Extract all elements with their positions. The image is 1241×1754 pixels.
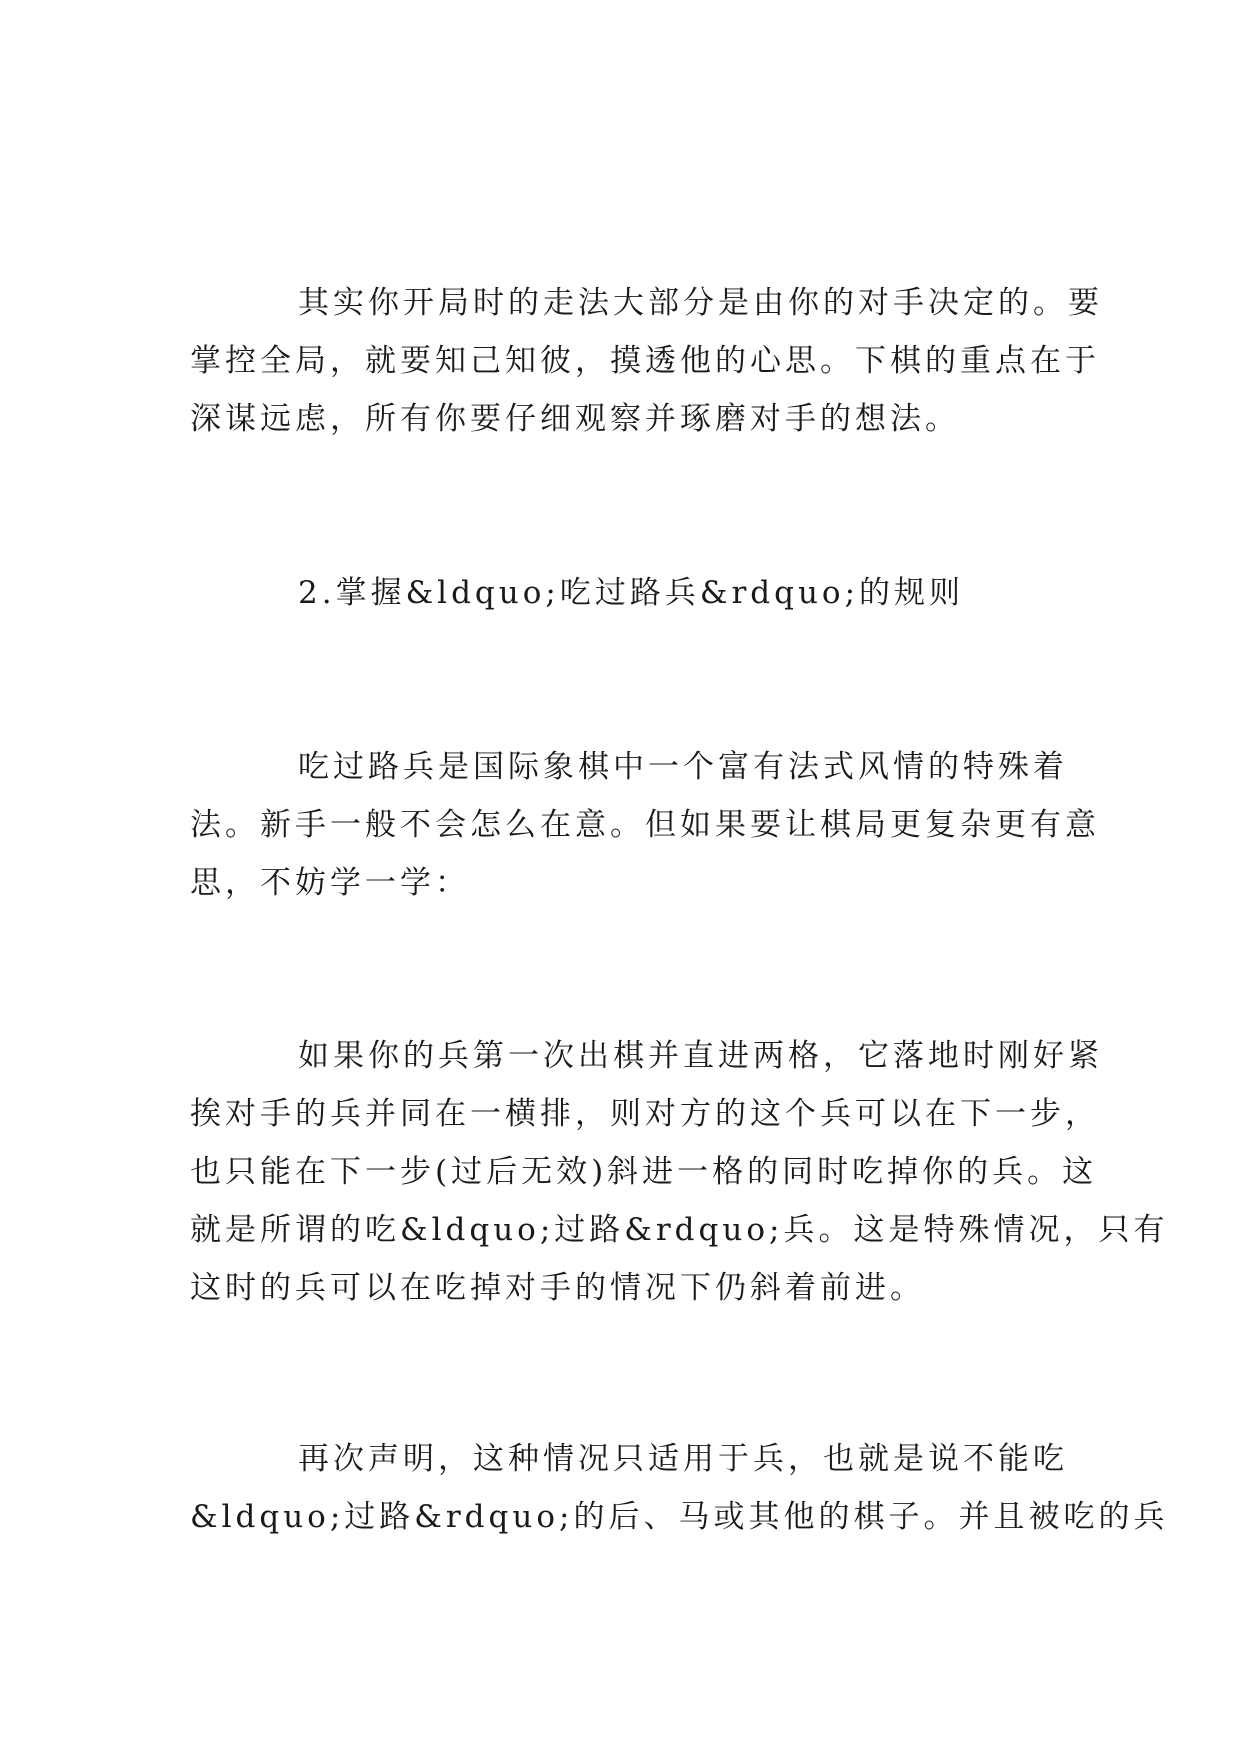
paragraph-line: 法。新手一般不会怎么在意。但如果要让棋局更复杂更有意	[190, 807, 1100, 843]
paragraph-line: &ldquo;过路&rdquo;的后、马或其他的棋子。并且被吃的兵	[190, 1499, 1169, 1535]
section-heading-en-passant	[190, 564, 1052, 622]
paragraph-line: 就是所谓的吃&ldquo;过路&rdquo;兵。这是特殊情况，只有	[190, 1212, 1169, 1248]
section-heading-text: 2.掌握&ldquo;吃过路兵&rdquo;的规则	[298, 575, 965, 611]
paragraph-line: 这时的兵可以在吃掉对手的情况下仍斜着前进。	[190, 1270, 925, 1306]
paragraph-line: 其实你开局时的走法大部分是由你的对手决定的。要	[298, 285, 1103, 321]
paragraph-opening-strategy	[190, 274, 1103, 448]
paragraph-line: 思，不妨学一学：	[190, 865, 470, 901]
paragraph-line: 再次声明，这种情况只适用于兵，也就是说不能吃	[298, 1441, 1068, 1477]
paragraph-en-passant-intro	[190, 738, 1100, 912]
paragraph-line: 如果你的兵第一次出棋并直进两格，它落地时刚好紧	[298, 1038, 1103, 1074]
paragraph-line: 掌控全局，就要知己知彼，摸透他的心思。下棋的重点在于	[190, 343, 1100, 379]
paragraph-en-passant-rule	[190, 1027, 1169, 1317]
paragraph-line: 深谋远虑，所有你要仔细观察并琢磨对手的想法。	[190, 401, 960, 437]
paragraph-line: 挨对手的兵并同在一横排，则对方的这个兵可以在下一步，	[190, 1096, 1100, 1132]
paragraph-line: 也只能在下一步(过后无效)斜进一格的同时吃掉你的兵。这	[190, 1154, 1098, 1190]
paragraph-line: 吃过路兵是国际象棋中一个富有法式风情的特殊着	[298, 749, 1068, 785]
paragraph-en-passant-restriction	[190, 1430, 1169, 1546]
